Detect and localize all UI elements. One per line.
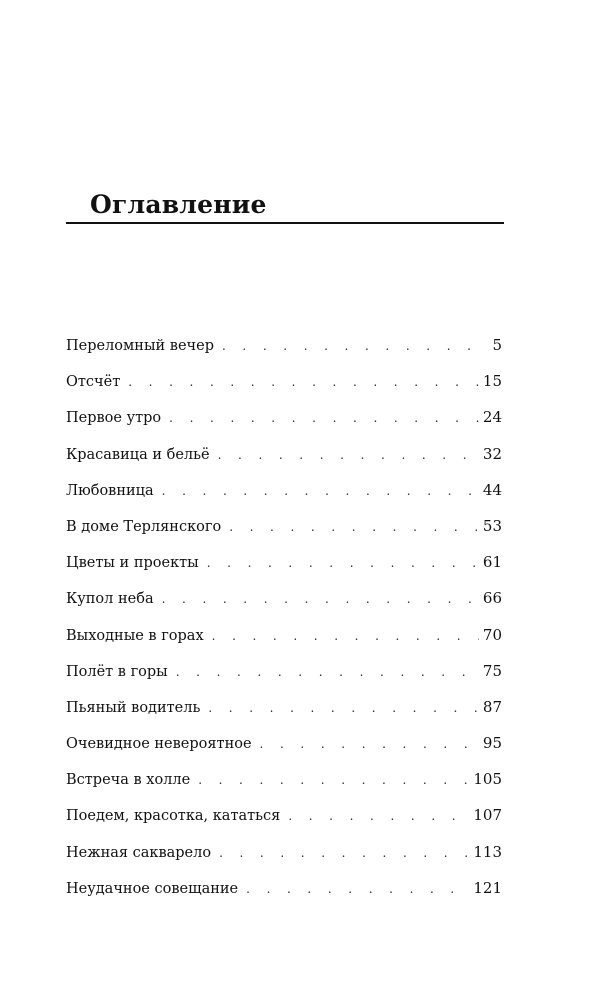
toc-list	[66, 334, 502, 913]
toc-entry-title: Пьяный водитель	[66, 699, 201, 716]
toc-entry[interactable]	[66, 334, 502, 370]
toc-dot-leader	[229, 516, 479, 538]
toc-entry-title: Встреча в холле	[66, 772, 191, 789]
toc-dot-leader	[162, 588, 479, 610]
toc-entry-title: Неудачное совещание	[66, 880, 239, 897]
toc-dot-leader	[208, 697, 479, 719]
toc-entry-page: 5	[492, 336, 502, 354]
toc-entry-page: 24	[482, 408, 502, 427]
toc-dot-leader	[222, 335, 488, 357]
toc-entry[interactable]	[66, 804, 502, 840]
toc-entry[interactable]	[66, 587, 502, 623]
toc-entry[interactable]	[66, 551, 502, 587]
toc-entry-page: 87	[482, 697, 502, 716]
toc-entry-title: Очевидное невероятное	[66, 736, 252, 753]
toc-entry-title: Цветы и проекты	[66, 555, 199, 572]
toc-entry-page: 107	[473, 806, 502, 825]
toc-entry-title: Выходные в горах	[66, 627, 204, 644]
toc-entry-page: 113	[473, 842, 502, 861]
toc-entry-title: Нежная сакварело	[66, 844, 212, 861]
toc-entry-title: В доме Терлянского	[66, 518, 222, 535]
toc-dot-leader	[162, 480, 479, 502]
toc-entry-page: 32	[482, 444, 502, 463]
toc-entry[interactable]	[66, 660, 502, 696]
toc-entry-title: Поедем, красотка, кататься	[66, 808, 281, 825]
toc-entry[interactable]	[66, 732, 502, 768]
toc-dot-leader	[207, 552, 479, 574]
toc-dot-leader	[246, 878, 469, 900]
toc-dot-leader	[288, 805, 469, 827]
toc-entry-page: 61	[482, 553, 502, 572]
toc-entry-page: 70	[482, 625, 502, 644]
toc-entry-page: 53	[482, 516, 502, 535]
toc-entry[interactable]	[66, 841, 502, 877]
toc-entry-page: 44	[482, 480, 502, 499]
toc-entry-page: 105	[473, 770, 502, 789]
toc-dot-leader	[176, 661, 479, 683]
toc-entry[interactable]	[66, 479, 502, 515]
toc-entry-page: 66	[482, 589, 502, 608]
toc-entry[interactable]	[66, 877, 502, 913]
toc-heading: Оглавление	[90, 190, 267, 219]
toc-entry-title: Красавица и бельё	[66, 446, 210, 463]
toc-entry[interactable]	[66, 443, 502, 479]
toc-entry[interactable]	[66, 768, 502, 804]
toc-entry-title: Любовница	[66, 482, 154, 499]
toc-dot-leader	[218, 444, 479, 466]
toc-entry[interactable]	[66, 370, 502, 406]
toc-dot-leader	[219, 842, 469, 864]
toc-dot-leader	[198, 769, 469, 791]
toc-entry-title: Переломный вечер	[66, 338, 214, 354]
toc-entry[interactable]	[66, 696, 502, 732]
toc-entry-page: 15	[482, 372, 502, 391]
toc-dot-leader	[260, 733, 479, 755]
toc-entry[interactable]	[66, 624, 502, 660]
toc-entry-title: Первое утро	[66, 410, 162, 427]
toc-entry-title: Отсчёт	[66, 374, 121, 391]
heading-divider	[66, 222, 504, 224]
toc-dot-leader	[169, 407, 479, 429]
toc-entry-title: Полёт в горы	[66, 663, 168, 680]
toc-entry-page: 121	[473, 878, 502, 897]
toc-entry-title: Купол неба	[66, 591, 154, 608]
toc-entry[interactable]	[66, 406, 502, 442]
toc-entry-page: 95	[482, 734, 502, 753]
toc-dot-leader	[128, 371, 479, 393]
toc-entry[interactable]	[66, 515, 502, 551]
toc-entry-page: 75	[482, 661, 502, 680]
toc-dot-leader	[212, 625, 479, 647]
